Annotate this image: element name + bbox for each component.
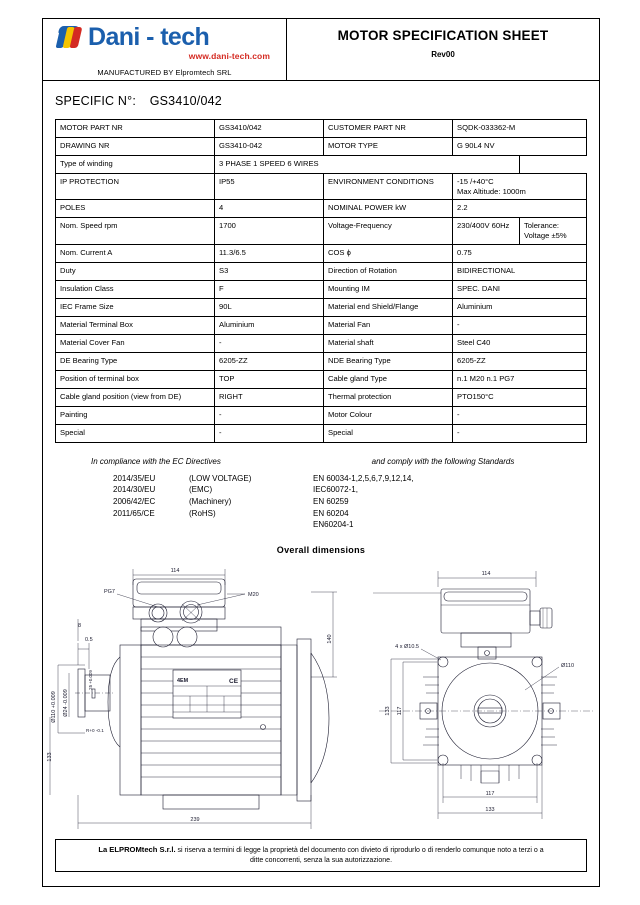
row-label-2: CUSTOMER PART NR xyxy=(324,120,453,138)
dim-overall-length: 239 xyxy=(190,816,200,823)
row-label-2: Mounting IM xyxy=(324,280,453,298)
row-label-2: Material end Shield/Flange xyxy=(324,298,453,316)
standard-row: EN 60259 xyxy=(313,497,349,507)
standard-row: EN 60034-1,2,5,6,7,9,12,14, xyxy=(313,473,414,483)
row-label: Nom. Speed rpm xyxy=(56,218,215,244)
logo-website-url: www.dani-tech.com xyxy=(188,51,270,61)
row-value-2: SPEC. DANI xyxy=(453,280,587,298)
motor-spec-table xyxy=(55,119,587,443)
row-label-2: ENVIRONMENT CONDITIONS xyxy=(324,174,453,200)
row-label: Type of winding xyxy=(56,156,215,174)
footer-text-line-1: La ELPROMtech S.r.l. si riserva a termini di legge la proprietà del documento con divieto di riprodurlo o di renderlo comunque noto a terzi o a xyxy=(98,844,544,854)
manufactured-by-label: MANUFACTURED BY Elpromtech SRL xyxy=(97,68,232,77)
technical-drawings xyxy=(43,557,599,857)
table-row xyxy=(56,298,587,316)
row-value-2: Aluminium xyxy=(453,298,587,316)
ec-directives-block xyxy=(55,457,307,531)
row-value: GS3410/042 xyxy=(215,120,324,138)
row-value: 90L xyxy=(215,298,324,316)
dim-key-length: 8 xyxy=(78,622,82,629)
directive-name: (Machinery) xyxy=(189,497,232,507)
row-value-2: n.1 M20 n.1 PG7 xyxy=(453,370,587,388)
row-value-2: G 90L4 NV xyxy=(453,138,587,156)
directive-name: (RoHS) xyxy=(189,508,216,518)
header-logo-panel xyxy=(43,19,287,80)
dim-outer-vertical: 133 xyxy=(385,706,391,716)
row-value-2: - xyxy=(453,316,587,334)
row-value: - xyxy=(215,406,324,424)
dim-end-box-width: 114 xyxy=(481,570,491,577)
table-row xyxy=(56,352,587,370)
svg-text:CE: CE xyxy=(229,677,239,685)
row-label-2: Direction of Rotation xyxy=(324,262,453,280)
table-row xyxy=(56,244,587,262)
overall-dimensions-title: Overall dimensions xyxy=(276,544,366,555)
row-label-2: COS ϕ xyxy=(324,244,453,262)
table-row xyxy=(56,120,587,138)
row-value: IP55 xyxy=(215,174,324,200)
row-value: 11.3/6.5 xyxy=(215,244,324,262)
row-value-2: PTO150°C xyxy=(453,388,587,406)
row-label-2: Special xyxy=(324,424,453,442)
dim-outer-horizontal: 133 xyxy=(485,806,495,813)
dim-shaft-dia: Ø24 -0.009 xyxy=(63,689,69,717)
dim-radius: R+0 -0.1 xyxy=(86,727,104,733)
table-row xyxy=(56,200,587,218)
row-value-2: BIDIRECTIONAL xyxy=(453,262,587,280)
revision-label: Rev00 xyxy=(431,50,455,59)
dim-box-width: 114 xyxy=(170,567,180,574)
row-value: 3 PHASE 1 SPEED 6 WIRES xyxy=(215,156,520,174)
row-value: S3 xyxy=(215,262,324,280)
directive-row xyxy=(91,473,307,485)
company-logo xyxy=(43,19,286,50)
row-value: Aluminium xyxy=(215,316,324,334)
row-tolerance: Tolerance: Voltage ±5% xyxy=(520,218,587,244)
directive-code: 2011/65/CE xyxy=(113,508,155,518)
dani-tech-logo-icon xyxy=(57,27,83,49)
row-label-2: Cable gland Type xyxy=(324,370,453,388)
row-value-2: -15 /+40°C Max Altitude: 1000m xyxy=(453,174,587,200)
row-label: MOTOR PART NR xyxy=(56,120,215,138)
specific-number-line xyxy=(43,81,599,119)
row-value: RIGHT xyxy=(215,388,324,406)
row-label: Nom. Current A xyxy=(56,244,215,262)
row-label: IEC Frame Size xyxy=(56,298,215,316)
row-value: TOP xyxy=(215,370,324,388)
dim-bolt-circle-vertical: 117 xyxy=(397,706,403,716)
table-row xyxy=(56,424,587,442)
row-value: - xyxy=(215,424,324,442)
dim-center-height: 140 xyxy=(327,634,333,644)
motor-side-view-drawing xyxy=(45,557,345,847)
row-label-2: Thermal protection xyxy=(324,388,453,406)
row-value-2: - xyxy=(453,424,587,442)
table-row xyxy=(56,334,587,352)
directive-name: (EMC) xyxy=(189,485,213,495)
directive-code: 2014/35/EU xyxy=(113,473,156,483)
standard-row: EN60204-1 xyxy=(313,520,354,530)
footer-company-name: La ELPROMtech S.r.l. xyxy=(98,844,176,854)
dim-gland-m20: M20 xyxy=(248,591,259,598)
row-label: Cable gland position (view from DE) xyxy=(56,388,215,406)
dim-frame-height: 133 xyxy=(47,752,53,762)
dim-shaft-chamfer: 0.5 xyxy=(85,636,93,643)
row-label: Position of terminal box xyxy=(56,370,215,388)
standard-row: IEC60072-1, xyxy=(313,485,358,495)
ec-directives-heading: In compliance with the EC Directives xyxy=(91,456,221,466)
table-row xyxy=(56,388,587,406)
document-page xyxy=(42,18,600,887)
row-label-2: Material shaft xyxy=(324,334,453,352)
dim-shaft-tolerance: 25 +0.009 xyxy=(88,670,93,690)
row-value-2: 230/400V 60Hz xyxy=(453,218,520,244)
directive-code: 2006/42/EC xyxy=(113,497,156,507)
row-label: DE Bearing Type xyxy=(56,352,215,370)
directive-name: (LOW VOLTAGE) xyxy=(189,473,252,483)
directive-row xyxy=(91,484,307,496)
row-label: Material Cover Fan xyxy=(56,334,215,352)
row-label-2: NOMINAL POWER kW xyxy=(324,200,453,218)
row-value: GS3410-042 xyxy=(215,138,324,156)
motor-end-view-drawing xyxy=(373,557,601,847)
table-row xyxy=(56,280,587,298)
nameplate-brand: 4EM xyxy=(177,677,189,684)
dim-gland-pg7: PG7 xyxy=(103,588,115,595)
table-row xyxy=(56,316,587,334)
dim-bolt-circle-horizontal: 117 xyxy=(485,790,495,797)
document-header xyxy=(43,19,599,81)
table-row xyxy=(56,218,587,244)
row-value: 1700 xyxy=(215,218,324,244)
table-row xyxy=(56,138,587,156)
table-row xyxy=(56,406,587,424)
row-value: 4 xyxy=(215,200,324,218)
spec-table-container xyxy=(43,119,599,443)
row-label-2: Voltage-Frequency xyxy=(324,218,453,244)
logo-wordmark: Dani - tech xyxy=(88,23,210,51)
row-label: POLES xyxy=(56,200,215,218)
row-value-2: SQDK-033362-M xyxy=(453,120,587,138)
row-label: Insulation Class xyxy=(56,280,215,298)
table-row xyxy=(56,156,587,174)
page-title: MOTOR SPECIFICATION SHEET xyxy=(337,28,549,43)
footer-text-line-2: ditte concorrenti, senza la sua autorizzazione. xyxy=(249,856,393,864)
row-value-2: Steel C40 xyxy=(453,334,587,352)
row-label-2: Motor Colour xyxy=(324,406,453,424)
row-value: 6205-ZZ xyxy=(215,352,324,370)
row-label: IP PROTECTION xyxy=(56,174,215,200)
row-label-2: NDE Bearing Type xyxy=(324,352,453,370)
table-row xyxy=(56,370,587,388)
legal-footer xyxy=(55,839,587,872)
row-label: Painting xyxy=(56,406,215,424)
directive-row xyxy=(91,496,307,508)
directive-code: 2014/30/EU xyxy=(113,485,156,495)
row-label: DRAWING NR xyxy=(56,138,215,156)
row-value-2: - xyxy=(453,406,587,424)
row-value: F xyxy=(215,280,324,298)
row-label: Special xyxy=(56,424,215,442)
row-value: - xyxy=(215,334,324,352)
directive-row xyxy=(91,508,307,520)
row-label: Material Terminal Box xyxy=(56,316,215,334)
compliance-section xyxy=(43,443,599,531)
row-value-2: 6205-ZZ xyxy=(453,352,587,370)
table-row xyxy=(56,262,587,280)
row-label-2: MOTOR TYPE xyxy=(324,138,453,156)
table-row xyxy=(56,174,587,200)
dim-shaft-flange-dia: Ø110 +0.009 xyxy=(51,691,57,723)
header-title-panel xyxy=(287,19,599,80)
dim-spigot-dia: Ø110 xyxy=(561,662,575,669)
row-value-2: 2.2 xyxy=(453,200,587,218)
row-label: Duty xyxy=(56,262,215,280)
dim-mounting-holes: 4 x Ø10.5 xyxy=(395,643,419,650)
standards-block xyxy=(307,457,587,531)
standards-heading: and comply with the following Standards xyxy=(371,456,515,466)
specific-number-label: SPECIFIC N°: xyxy=(55,94,137,108)
row-label-2: Material Fan xyxy=(324,316,453,334)
specific-number-value: GS3410/042 xyxy=(149,94,222,108)
row-value-2: 0.75 xyxy=(453,244,587,262)
standard-row: EN 60204 xyxy=(313,508,349,518)
